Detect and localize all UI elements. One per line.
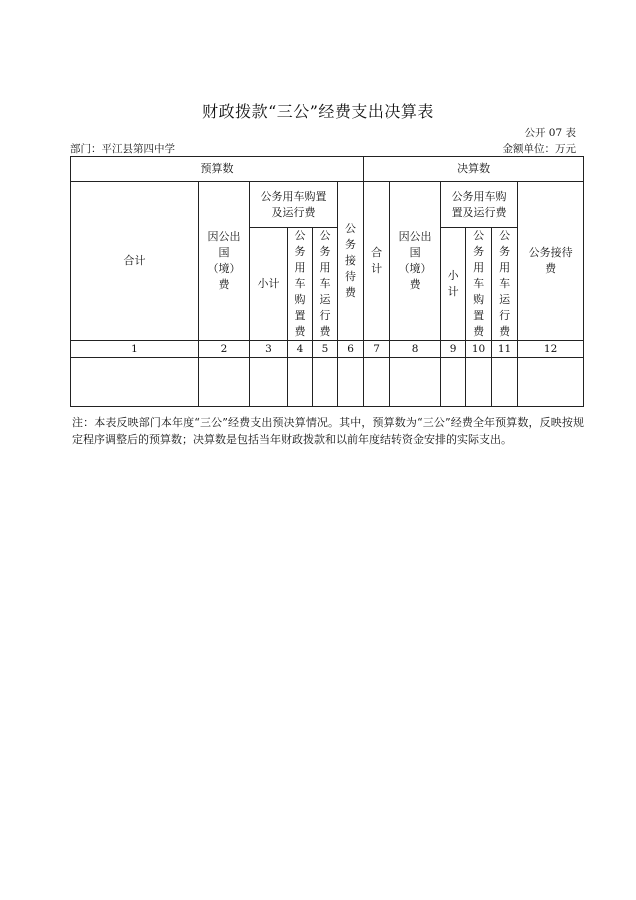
- data-cell: [390, 358, 441, 407]
- final-vehicle-operation-header: 公务用车运行费: [492, 228, 518, 341]
- final-vehicle-group-header: 公务用车购置及运行费: [441, 182, 518, 228]
- data-cell: [250, 358, 288, 407]
- data-cell: [338, 358, 364, 407]
- data-cell: [313, 358, 338, 407]
- column-number: 8: [390, 341, 441, 358]
- form-code: 公开 07 表: [524, 127, 576, 139]
- data-cell: [518, 358, 584, 407]
- budget-total-header: 合计: [71, 182, 199, 341]
- column-number: 4: [288, 341, 313, 358]
- data-cell: [288, 358, 313, 407]
- column-number: 9: [441, 341, 466, 358]
- budget-subtotal-header: 小计: [250, 228, 288, 341]
- budget-abroad-header: 因公出国（境）费: [199, 182, 250, 341]
- final-abroad-header: 因公出国（境）费: [390, 182, 441, 341]
- data-cell: [492, 358, 518, 407]
- footnote: 注：本表反映部门本年度“三公”经费支出预决算情况。其中，预算数为“三公”经费全年预算数，反映按规定程序调整后的预算数；决算数是包括当年财政拨款和以前年度结转资金安排的实际支出。: [72, 416, 584, 446]
- data-row: [71, 358, 584, 407]
- column-number: 3: [250, 341, 288, 358]
- data-cell: [441, 358, 466, 407]
- column-number: 10: [466, 341, 492, 358]
- amount-unit-label: 金额单位：万元: [502, 143, 576, 155]
- budget-reception-header: 公务接待费: [338, 182, 364, 341]
- final-subtotal-header: 小计: [441, 228, 466, 341]
- budget-vehicle-group-header: 公务用车购置及运行费: [250, 182, 338, 228]
- column-number: 7: [364, 341, 390, 358]
- department-label: 部门：平江县第四中学: [70, 143, 175, 155]
- final-total-header: 合计: [364, 182, 390, 341]
- column-number: 1: [71, 341, 199, 358]
- three-public-expenses-table: [70, 156, 584, 407]
- column-number: 11: [492, 341, 518, 358]
- budget-header: 预算数: [71, 157, 364, 182]
- final-vehicle-purchase-header: 公务用车购置费: [466, 228, 492, 341]
- budget-vehicle-operation-header: 公务用车运行费: [313, 228, 338, 341]
- data-cell: [71, 358, 199, 407]
- column-number: 12: [518, 341, 584, 358]
- page-title: 财政拨款“三公”经费支出决算表: [202, 102, 434, 121]
- column-number: 6: [338, 341, 364, 358]
- data-cell: [364, 358, 390, 407]
- data-cell: [466, 358, 492, 407]
- column-number: 2: [199, 341, 250, 358]
- data-cell: [199, 358, 250, 407]
- column-number: 5: [313, 341, 338, 358]
- column-number-row: [71, 341, 584, 358]
- budget-vehicle-purchase-header: 公务用车购置费: [288, 228, 313, 341]
- final-header: 决算数: [364, 157, 584, 182]
- final-reception-header: 公务接待费: [518, 182, 584, 341]
